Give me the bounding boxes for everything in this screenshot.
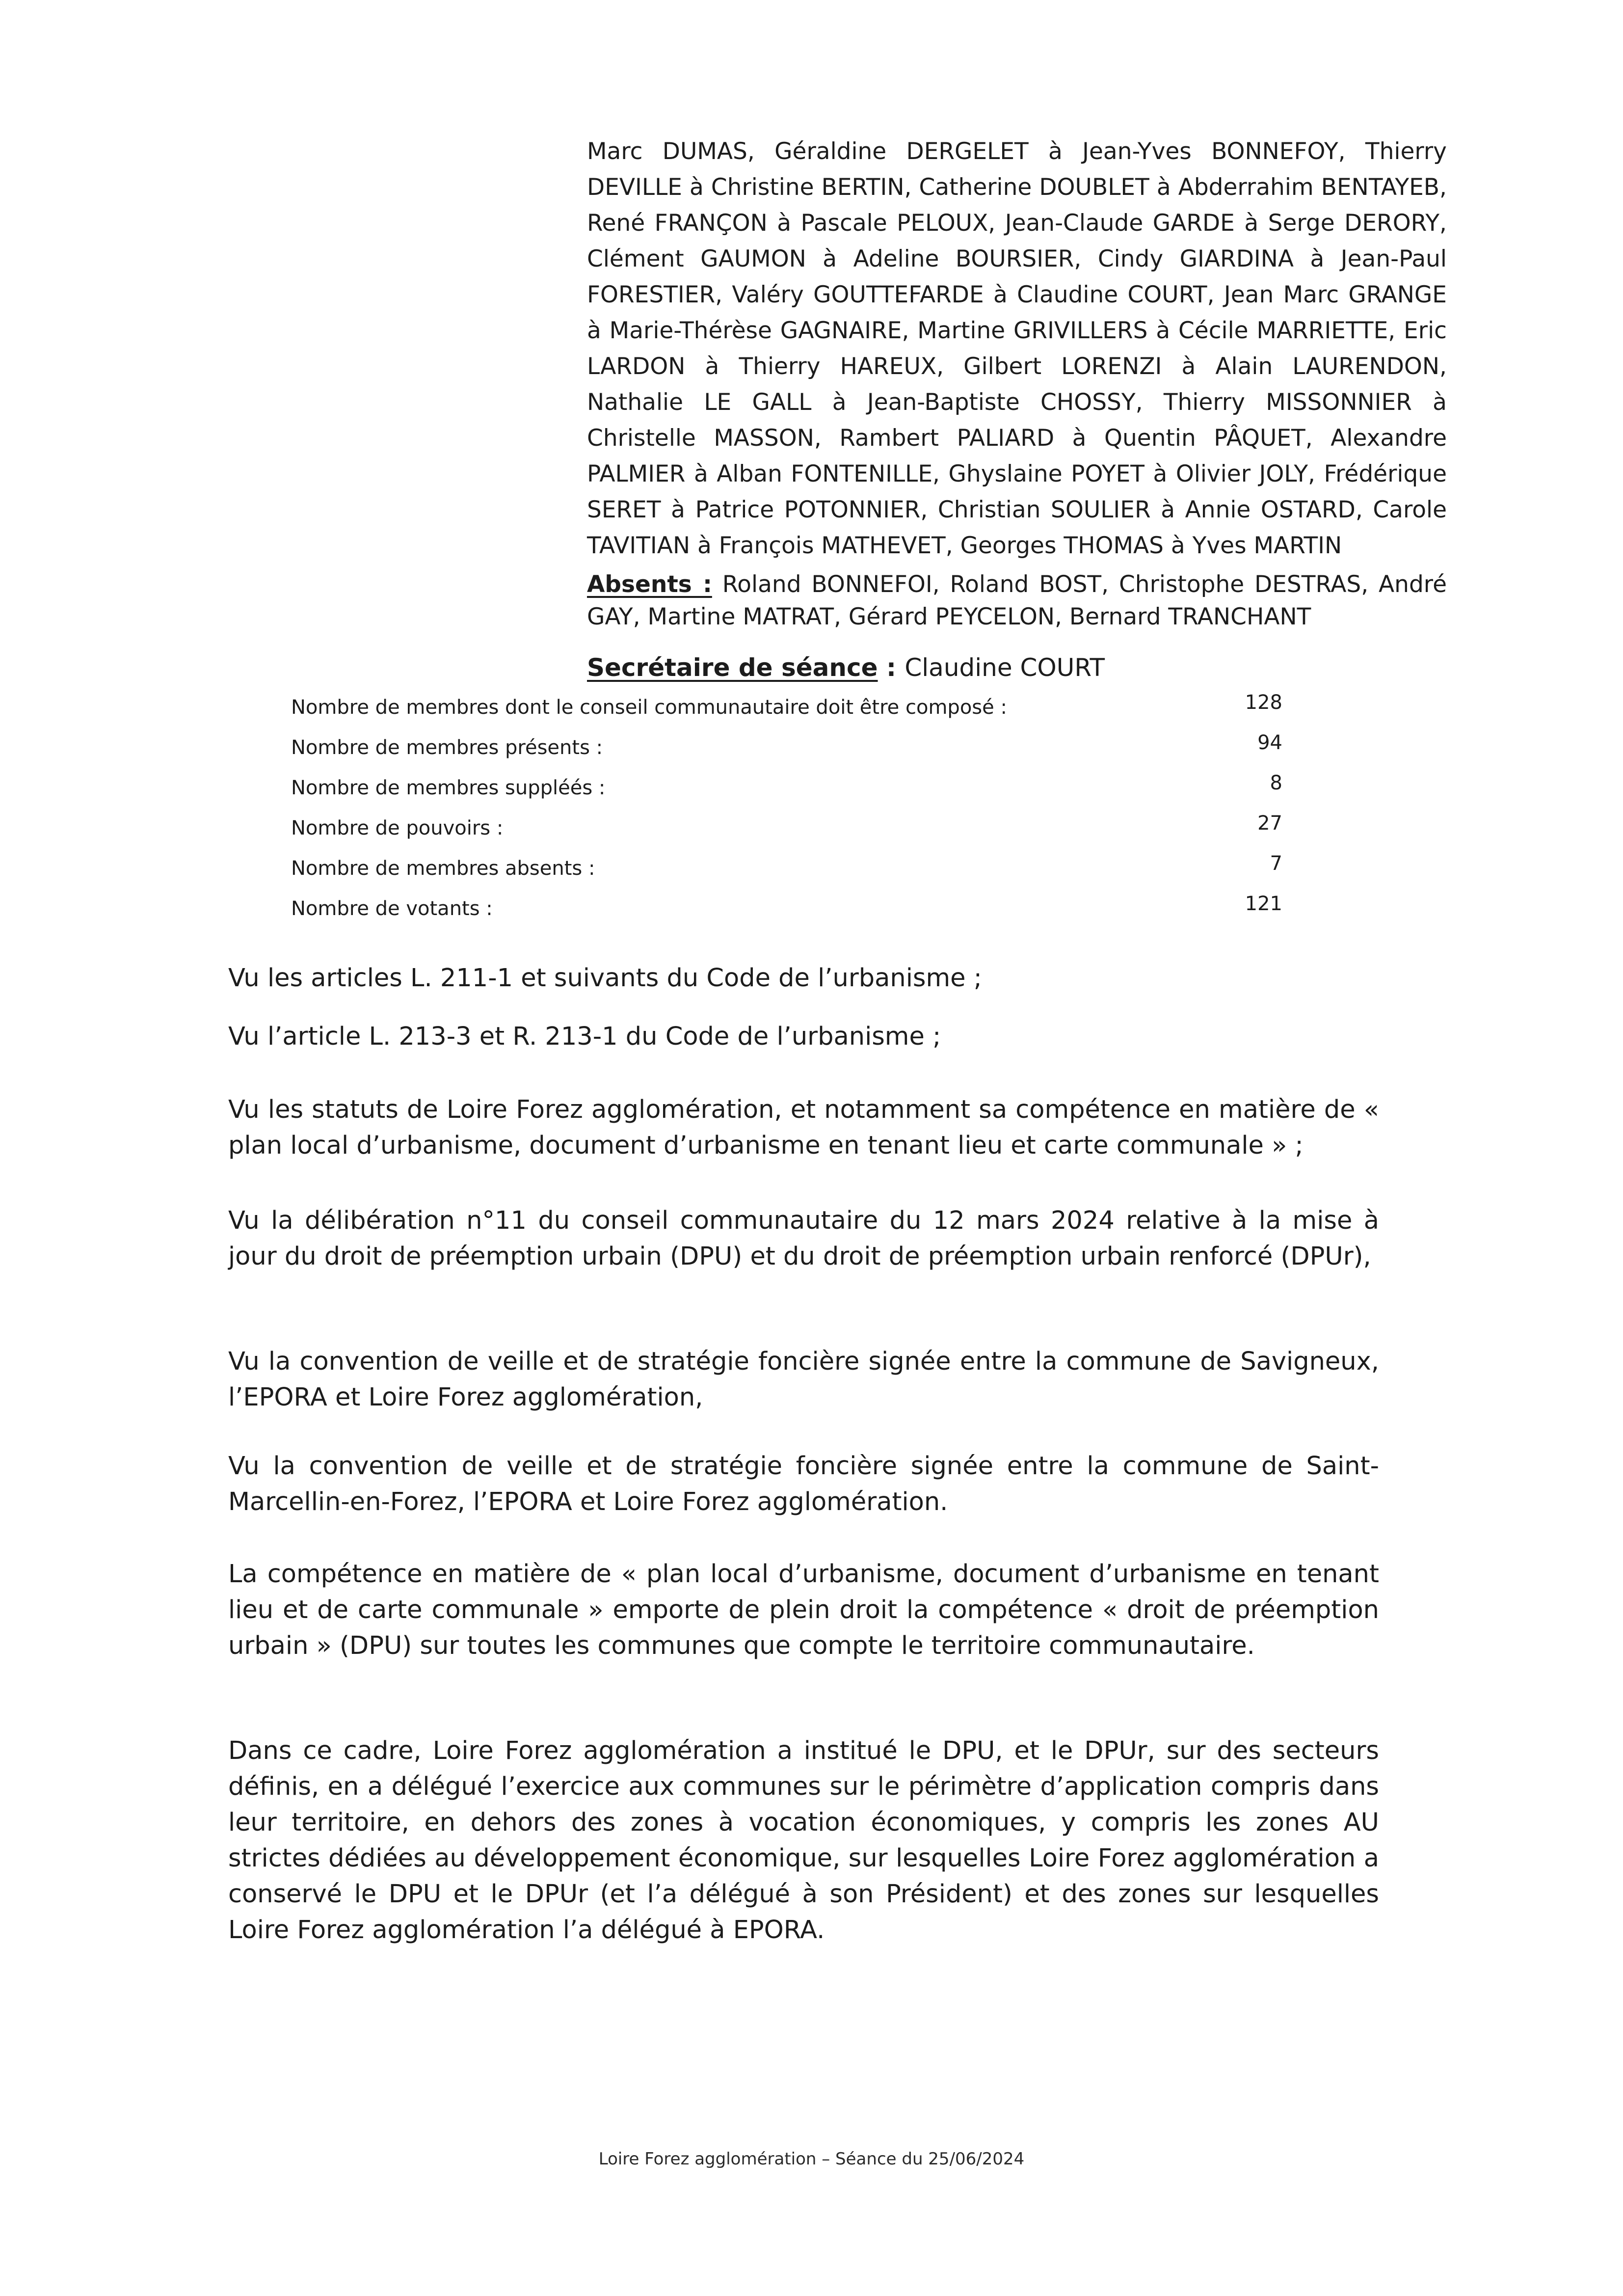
stat-label: Nombre de membres présents : (291, 736, 603, 759)
stat-row-voters (291, 892, 1282, 933)
stat-row-total (291, 691, 1282, 731)
secretary-label: Secrétaire de séance (587, 653, 878, 682)
stat-row-substituted (291, 772, 1282, 812)
paragraph-statuts: Vu les statuts de Loire Forez agglomération, et notamment sa compétence en matière de « plan local d’urbanisme, document d’urbanisme en tenant lieu et carte communale » ; (228, 1095, 1379, 1160)
stat-label: Nombre de membres suppléés : (291, 777, 606, 799)
secretary-name: Claudine COURT (905, 653, 1105, 682)
paragraph-competence: La compétence en matière de « plan local d’urbanisme, document d’urbanisme en tenant lieu et de carte communale » emporte de plein droit la compétence « droit de préemption urbain » (DPU) sur toutes les communes que compte le territoire communautaire. (228, 1560, 1379, 1660)
paragraph-convention-saint-marcellin: Vu la convention de veille et de stratégie foncière signée entre la commune de Saint-Marcellin-en-Forez, l’EPORA et Loire Forez agglomération. (228, 1452, 1379, 1516)
stat-label: Nombre de pouvoirs : (291, 817, 504, 839)
stat-row-proxies (291, 812, 1282, 852)
stat-value: 121 (1245, 892, 1282, 915)
stat-value: 27 (1257, 812, 1282, 835)
secretary-line (587, 650, 1447, 685)
secretary-separator: : (878, 653, 905, 682)
paragraph-code-article-213: Vu l’article L. 213-3 et R. 213-1 du Code de l’urbanisme ; (228, 1022, 941, 1051)
stat-value: 7 (1270, 852, 1282, 875)
stat-row-absent (291, 852, 1282, 892)
stat-row-present (291, 731, 1282, 772)
absents-names: Roland BONNEFOI, Roland BOST, Christophe DESTRAS, André GAY, Martine MATRAT, Gérard PEYCELON, Bernard TRANCHANT (587, 571, 1447, 630)
paragraph-convention-savigneux: Vu la convention de veille et de stratégie foncière signée entre la commune de Savigneux, l’EPORA et Loire Forez agglomération, (228, 1347, 1379, 1412)
stat-value: 8 (1270, 772, 1282, 794)
stat-label: Nombre de membres absents : (291, 857, 595, 880)
stat-value: 128 (1245, 691, 1282, 714)
absents-section (587, 568, 1447, 633)
stat-label: Nombre de membres dont le conseil communautaire doit être composé : (291, 696, 1007, 719)
paragraph-code-articles: Vu les articles L. 211-1 et suivants du Code de l’urbanisme ; (228, 964, 982, 993)
page-footer: Loire Forez agglomération – Séance du 25/06/2024 (598, 2149, 1025, 2169)
paragraph-cadre: Dans ce cadre, Loire Forez agglomération a institué le DPU, et le DPUr, sur des secteurs définis, en a délégué l’exercice aux communes sur le périmètre d’application compris dans leur territoire, en dehors des zones à vocation économiques, y compris les zones AU strictes dédiées au développement économique, sur lesquelles Loire Forez agglomération a conservé le DPU et le DPUr (et l’a délégué à son Président) et des zones sur lesquelles Loire Forez agglomération l’a délégué à EPORA. (228, 1736, 1379, 1945)
paragraph-deliberation: Vu la délibération n°11 du conseil communautaire du 12 mars 2024 relative à la mise à jour du droit de préemption urbain (DPU) et du droit de préemption urbain renforcé (DPUr), (228, 1206, 1379, 1271)
stat-value: 94 (1257, 731, 1282, 754)
stat-label: Nombre de votants : (291, 897, 493, 920)
absents-label: Absents : (587, 571, 712, 598)
member-count-table (291, 691, 1282, 933)
proxy-list: Marc DUMAS, Géraldine DERGELET à Jean-Yves BONNEFOY, Thierry DEVILLE à Christine BERTIN, Catherine DOUBLET à Abderrahim BENTAYEB, René FRANÇON à Pascale PELOUX, Jean-Claude GARDE à Serge DERORY, Clément GAUMON à Adeline BOURSIER, Cindy GIARDINA à Jean-Paul FORESTIER, Valéry GOUTTEFARDE à Claudine COURT, Jean Marc GRANGE à Marie-Thérèse GAGNAIRE, Martine GRIVILLERS à Cécile MARRIETTE, Eric LARDON à Thierry HAREUX, Gilbert LORENZI à Alain LAURENDON, Nathalie LE GALL à Jean-Baptiste CHOSSY, Thierry MISSONNIER à Christelle MASSON, Rambert PALIARD à Quentin PÂQUET, Alexandre PALMIER à Alban FONTENILLE, Ghyslaine POYET à Olivier JOLY, Frédérique SERET à Patrice POTONNIER, Christian SOULIER à Annie OSTARD, Carole TAVITIAN à François MATHEVET, Georges THOMAS à Yves MARTIN (587, 138, 1447, 559)
